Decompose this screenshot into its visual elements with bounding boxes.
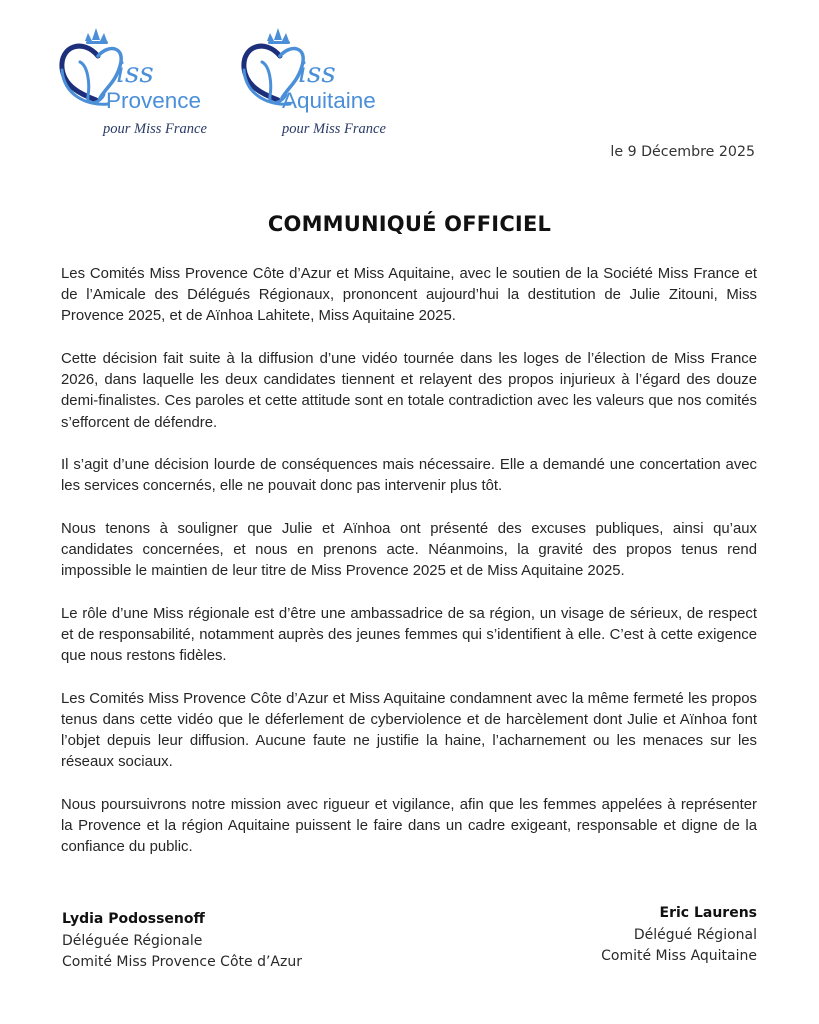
logo-miss-provence [58,26,248,141]
logo-script-text: iss [116,56,154,89]
document-date: le 9 Décembre 2025 [610,144,755,160]
paragraph: Nous tenons à souligner que Julie et Aïnhoa ont présenté des excuses publiques, ainsi qu’aux candidates concernées, et nous en prenons acte. Néanmoins, la gravité des propos tenus rend impossible le maintien de leur titre de Miss Provence 2025 et de Miss Aquitaine 2025. [61,520,757,580]
paragraph: Le rôle d’une Miss régionale est d’être une ambassadrice de sa région, un visage de sérieux, de respect et de responsabilité, notamment auprès des jeunes femmes qui s’identifient à elle. C’est à cette exigence que nous restons fidèles. [61,605,757,665]
logo-tagline: pour Miss France [282,121,386,137]
logo-miss-aquitaine [240,26,430,141]
paragraph: Nous poursuivrons notre mission avec rigueur et vigilance, afin que les femmes appelées à représenter la Provence et la région Aquitaine puissent le faire dans un cadre exigeant, responsable et digne de la confiance du public. [61,796,757,856]
paragraph: Les Comités Miss Provence Côte d’Azur et Miss Aquitaine, avec le soutien de la Société Miss France et de l’Amicale des Délégués Régionaux, prononcent aujourd’hui la destitution de Julie Zitouni, Miss Provence 2025, et de Aïnhoa Lahitete, Miss Aquitaine 2025. [61,266,757,325]
paragraph: Cette décision fait suite à la diffusion d’une vidéo tournée dans les loges de l’élection de Miss France 2026, dans laquelle les deux candidates tiennent et relayent des propos injurieux à l’égard des douze demi-finalistes. Ces paroles et cette attitude sont en totale contradiction avec les valeurs que nos comités s’efforcent de défendre. [61,350,757,431]
logo-script-text: iss [298,56,336,89]
signatory-name: Lydia Podossenoff [62,911,205,927]
document-title: COMMUNIQUÉ OFFICIEL [267,212,552,236]
logo-region-name: Provence [106,88,202,113]
paragraph: Les Comités Miss Provence Côte d’Azur et Miss Aquitaine condamnent avec la même fermeté les propos tenus dans cette vidéo que le déferlement de cyberviolence et de harcèlement dont Julie et Aïnhoa font l’objet depuis leur diffusion. Aucune faute ne justifie la haine, l’acharnement ou les menaces sur les réseaux sociaux. [61,690,757,771]
signatory-committee: Comité Miss Provence Côte d’Azur [62,954,302,970]
signatory-committee: Comité Miss Aquitaine [601,948,757,964]
document-body [61,264,757,880]
logo-tagline: pour Miss France [103,121,207,137]
signatory-name: Eric Laurens [659,905,757,921]
signatory-role: Déléguée Régionale [62,932,203,949]
logo-region-name: Aquitaine [282,88,376,113]
signatory-role: Délégué Régional [633,926,757,943]
paragraph: Il s’agit d’une décision lourde de conséquences mais nécessaire. Elle a demandé une concertation avec les services concernés, elle ne pouvait donc pas intervenir plus tôt. [61,457,757,495]
signature-left [62,909,302,974]
signature-right [601,903,757,968]
